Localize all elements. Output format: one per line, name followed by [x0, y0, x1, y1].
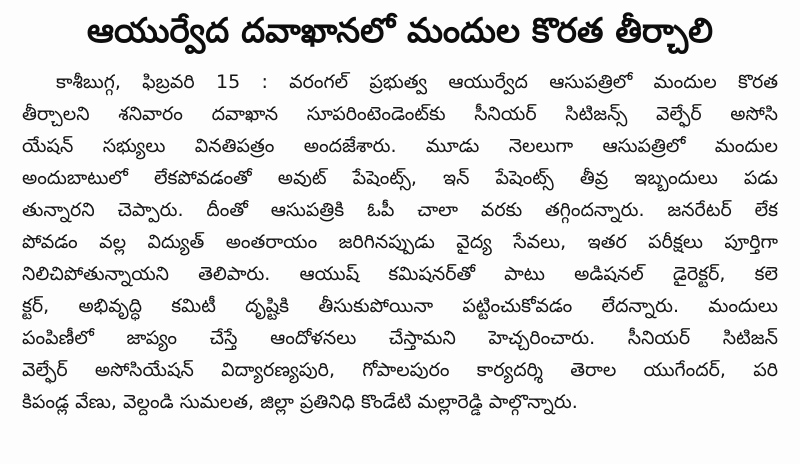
article-line: అందుబాటులో లేకపోవడంతో అవుట్ పేషెంట్స్, ఇన్ పేషెంట్స్ తీవ్ర ఇబ్బందులు పడు — [22, 167, 778, 189]
article-line: తున్నారని చెప్పారు. దీంతో ఆసుపత్రికి ఓపీ చాలా వరకు తగ్గిందన్నారు. జనరేటర్ లేక — [22, 199, 778, 221]
article-line: తీర్చాలని శనివారం దవాఖాన సూపరింటెండెంట్‌కు సీనియర్ సిటిజన్స్ వెల్ఫేర్ అసోసి — [22, 103, 778, 125]
article-line: వెల్ఫేర్ అసోసియేషన్ విద్యారణ్యపురి, గోపాలపురం కార్యదర్శి తెరాల యుగేందర్, పరి — [22, 359, 778, 381]
article-line: కిపండ్ల వేణు, వెల్దండి సుమలత, జిల్లా ప్రతినిధి కొండేటి మల్లారెడ్డి పాల్గొన్నారు. — [22, 391, 578, 413]
article-line: యేషన్ సభ్యులు వినతిపత్రం అందజేశారు. మూడు నెలలుగా ఆసుపత్రిలో మందుల — [22, 135, 778, 157]
article-line: క్టర్, అభివృద్ధి కమిటీ దృష్టికి తీసుకుపోయినా పట్టించుకోవడం లేదన్నారు. మందులు — [22, 295, 778, 317]
article-line: నిలిచిపోతున్నాయని తెలిపారు. ఆయుష్ కమిషనర్‌తో పాటు అడిషనల్ డైరెక్టర్, కలె — [22, 263, 778, 285]
article-line: కాశీబుగ్గ, ఫిబ్రవరి 15 : వరంగల్ ప్రభుత్వ ఆయుర్వేద ఆసుపత్రిలో మందుల కొరత — [56, 71, 778, 93]
article-line: పంపిణీలో జాప్యం చేస్తే ఆందోళనలు చేస్తామని హెచ్చరించారు. సీనియర్ సిటిజన్ — [22, 327, 778, 349]
article-body — [22, 66, 778, 418]
article-line: పోవడం వల్ల విద్యుత్ అంతరాయం జరిగినప్పుడు వైద్య సేవలు, ఇతర పరీక్షలు పూర్తిగా — [22, 231, 778, 253]
article-headline: ఆయుర్వేద దవాఖానలో మందుల కొరత తీర్చాలి — [86, 11, 714, 51]
